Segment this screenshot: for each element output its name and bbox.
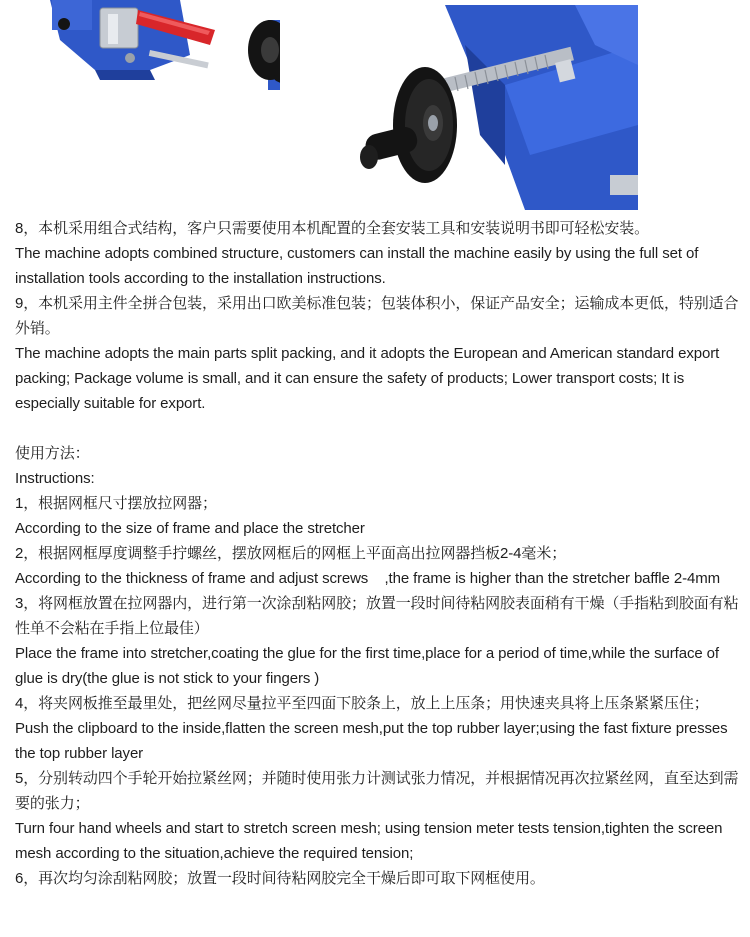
item-9-english: The machine adopts the main parts split packing, and it adopts the European and American standard export packing; Package volume is small, and it can ensure the safety of products; Lower transport costs; It is especially suitable for export. <box>15 345 720 412</box>
product-photos <box>0 0 750 215</box>
step-3-english: Place the frame into stretcher,coating the glue for the first time,place for a period of time,while the surface of glue is dry(the glue is not stick to your fingers ) <box>15 645 719 687</box>
item-8-chinese: 8，本机采用组合式结构，客户只需要使用本机配置的全套安装工具和安装说明书即可轻松安装。 <box>15 220 650 237</box>
description-text <box>15 216 740 891</box>
step-5-english: Turn four hand wheels and start to stretch screen mesh; using tension meter tests tension,tighten the screen mesh according to the situation,achieve the required tension; <box>15 820 723 862</box>
item-8-english: The machine adopts combined structure, customers can install the machine easily by using the full set of installation tools according to the installation instructions. <box>15 245 699 287</box>
step-2-english: According to the thickness of frame and adjust screws ,the frame is higher than the stretcher baffle 2-4mm <box>15 570 720 587</box>
step-4-english: Push the clipboard to the inside,flatten the screen mesh,put the top rubber layer;using the fast fixture presses the top rubber layer <box>15 720 728 762</box>
step-4-chinese: 4，将夹网板推至最里处，把丝网尽量拉平至四面下胶条上，放上上压条；用快速夹具将上压条紧紧压住； <box>15 695 709 712</box>
instructions-heading-english: Instructions: <box>15 470 95 487</box>
step-2-chinese: 2，根据网框厚度调整手拧螺丝，摆放网框后的网框上平面高出拉网器挡板2-4毫米； <box>15 545 567 562</box>
spacer <box>15 416 740 441</box>
step-1-english: According to the size of frame and place the stretcher <box>15 520 365 537</box>
step-3-chinese: 3，将网框放置在拉网器内，进行第一次涂刮粘网胶；放置一段时间待粘网胶表面稍有干燥（手指粘到胶面有粘性单不会粘在手指上位最佳） <box>15 595 739 637</box>
hand-wheel-rod-photo <box>355 5 638 210</box>
stretcher-clamp-photo <box>40 0 280 110</box>
step-5-chinese: 5，分别转动四个手轮开始拉紧丝网；并随时使用张力计测试张力情况，并根据情况再次拉紧丝网，直至达到需要的张力； <box>15 770 739 812</box>
instructions-heading-chinese: 使用方法： <box>15 445 90 462</box>
step-1-chinese: 1，根据网框尺寸摆放拉网器； <box>15 495 217 512</box>
step-6-chinese: 6，再次均匀涂刮粘网胶；放置一段时间待粘网胶完全干燥后即可取下网框使用。 <box>15 870 545 887</box>
item-9-chinese: 9，本机采用主件全拼合包装，采用出口欧美标准包装；包装体积小，保证产品安全；运输成本更低，特别适合外销。 <box>15 295 739 337</box>
